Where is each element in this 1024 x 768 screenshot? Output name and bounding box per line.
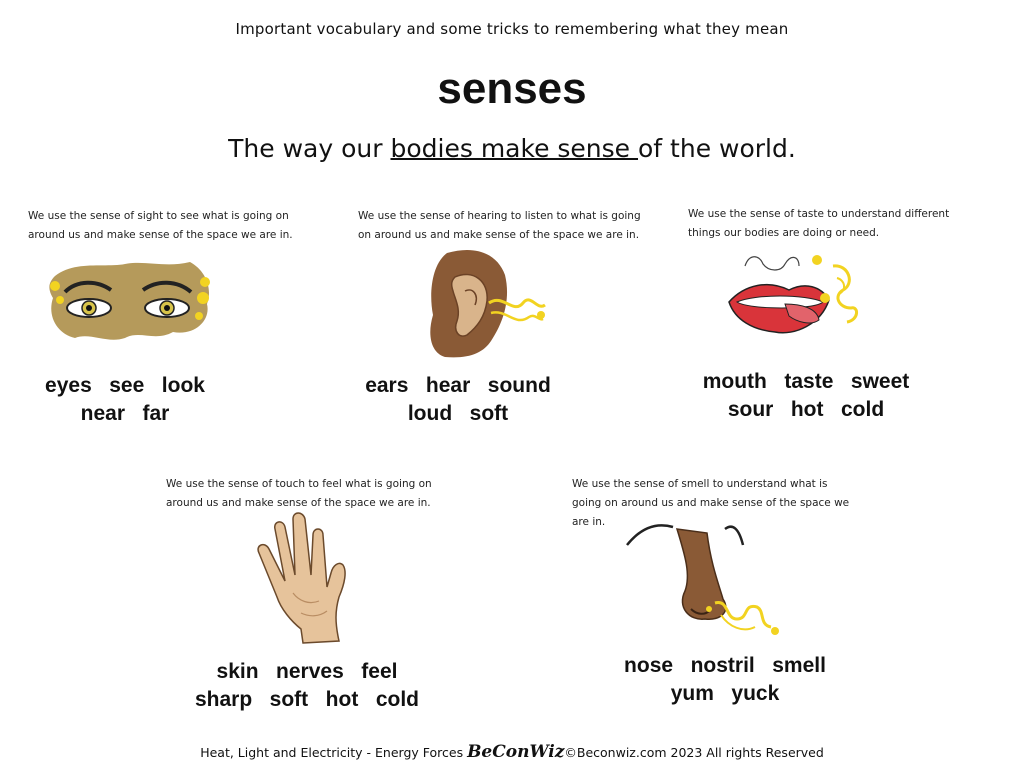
touch-words-line2: sharp soft hot cold	[194, 688, 419, 711]
hand-icon	[243, 513, 353, 648]
hearing-words-line1: ears hear sound	[365, 374, 551, 397]
hearing-words	[340, 372, 576, 428]
touch-words	[176, 658, 438, 714]
page-title: senses	[437, 64, 587, 113]
hearing-words-line2: loud soft	[407, 402, 509, 425]
sight-words-line1: eyes see look	[45, 374, 205, 397]
page-subtitle	[0, 134, 1024, 163]
eyes-icon	[45, 258, 220, 348]
smell-words-line2: yum yuck	[670, 682, 780, 705]
smell-description: We use the sense of smell to understand what is going on around us and make sense of the space we are in.	[572, 478, 850, 528]
mouth-icon	[725, 250, 865, 340]
smell-words	[602, 652, 848, 708]
page-kicker: Important vocabulary and some tricks to remembering what they mean	[235, 20, 789, 38]
page-footer	[0, 742, 1024, 762]
footer-left: Heat, Light and Electricity - Energy Forces	[200, 745, 468, 760]
subtitle-post: of the world.	[638, 134, 796, 163]
footer-copyright: ©Beconwiz.com 2023 All rights Reserved	[564, 745, 824, 760]
touch-description: We use the sense of touch to feel what is going on around us and make sense of the space we are in.	[166, 478, 432, 509]
touch-words-line1: skin nerves feel	[216, 660, 398, 683]
ear-icon	[425, 245, 555, 360]
subtitle-emphasis: bodies make sense	[390, 134, 639, 163]
brand-logo: BeConWiz	[467, 742, 565, 762]
taste-words-line2: sour hot cold	[727, 398, 885, 421]
taste-words	[670, 368, 942, 424]
taste-words-line1: mouth taste sweet	[702, 370, 910, 393]
sight-description: We use the sense of sight to see what is going on around us and make sense of the space we are in.	[28, 210, 293, 241]
sight-words	[20, 372, 230, 428]
hearing-description: We use the sense of hearing to listen to what is going on around us and make sense of the space we are in.	[358, 210, 641, 241]
nose-icon	[625, 515, 785, 645]
subtitle-pre: The way our	[228, 134, 391, 163]
sight-words-line2: near far	[80, 402, 170, 425]
smell-words-line1: nose nostril smell	[624, 654, 826, 677]
taste-description: We use the sense of taste to understand different things our bodies are doing or need.	[688, 208, 950, 239]
